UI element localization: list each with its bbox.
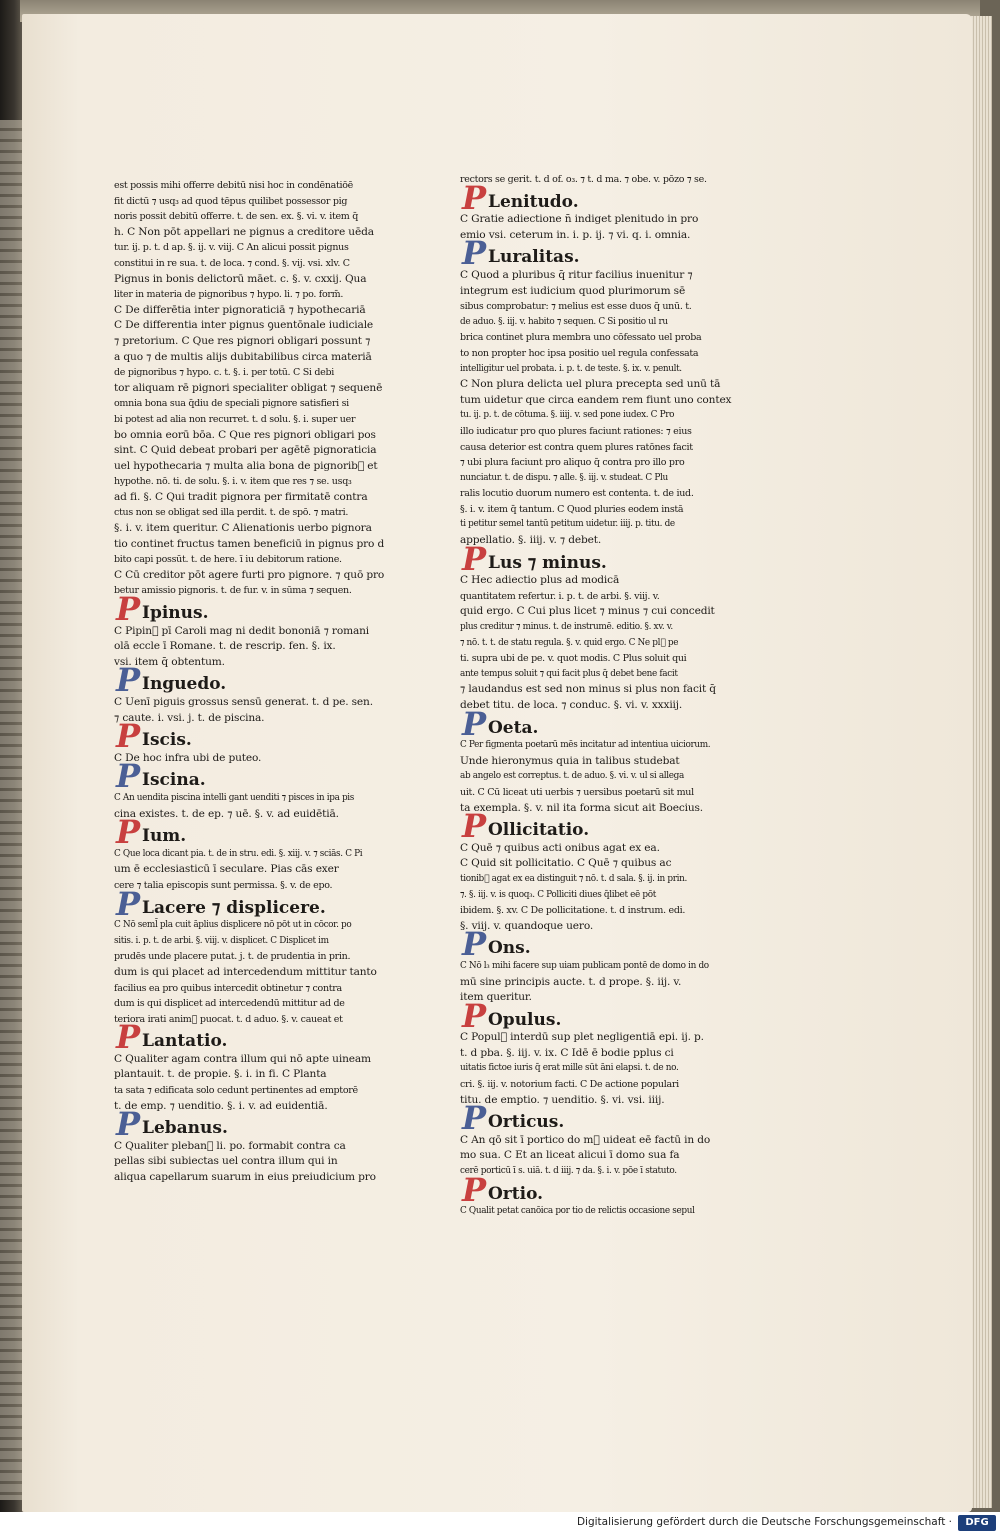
decorated-initial: P — [115, 813, 141, 852]
text-line: C Quē ⁊ quibus acti onibus agat ex ea. — [460, 841, 660, 854]
lemma-word: Lebanus. — [142, 1118, 228, 1139]
text-line: titu. de emptio. ⁊ uenditio. §. vi. vsi. iiij. — [460, 1093, 665, 1106]
text-line: ralis locutio duorum numero est contenta. t. de iud. — [460, 488, 694, 500]
text-line: C Hec adiectio plus ad modicā — [460, 574, 620, 587]
text-line: debet titu. de loca. ⁊ conduc. §. vi. v. xxxiij. — [460, 699, 683, 711]
text-line: cere ⁊ talia episcopis sunt permissa. §. v. de epo. — [114, 879, 333, 891]
text-line: ab angelo est correptus. t. de aduo. §. vi. v. ul si allega — [460, 771, 684, 782]
text-line: mū sine principis aucte. t. d prope. §. iij. v. — [460, 975, 682, 988]
text-line: C An uendita piscina intelli gant uenditi ⁊ pisces in ipa pis — [114, 792, 355, 803]
decorated-initial: P — [115, 884, 141, 923]
text-line: a quo ⁊ de multis alijs dubitabilibus circa materiā — [114, 350, 372, 363]
text-line: tio continet fructus tamen beneficiū in pignus pro d — [114, 537, 385, 550]
lemma-word: Luralitas. — [488, 247, 580, 268]
text-line: ctus non se obligat sed illa perdit. t. de spō. ⁊ matri. — [114, 507, 349, 519]
text-line: quantitatem refertur. i. p. t. de arbi. §. viij. v. — [460, 590, 660, 602]
text-line: C Nō l₃ mihi facere sup uiam publicam pontē de domo in do — [460, 960, 709, 971]
text-line: sitis. i. p. t. de arbi. §. viij. v. displicet. C Displicet im — [114, 935, 329, 946]
decorated-initial: P — [461, 704, 487, 743]
text-line: ⁊ ubi plura faciunt pro aliquo q̄ contra pro illo pro — [460, 457, 685, 469]
lemma-word: Ium. — [142, 826, 187, 847]
text-line: intelligitur uel probata. i. p. t. de teste. §. ix. v. penult. — [460, 363, 682, 374]
text-line: fit dictū ⁊ usq₃ ad quod tēpus quilibet possessor pig — [114, 195, 348, 207]
decorated-initial: P — [115, 590, 141, 629]
text-line: C De differentia inter pignus ꝯuentōnale iudiciale — [114, 319, 374, 332]
text-line: ⁊ pretorium. C Que res pignori obligari possunt ⁊ — [114, 334, 371, 347]
text-line: vsi. item q̄ obtentum. — [114, 655, 225, 668]
text-line: quid ergo. C Cui plus licet ⁊ minus ⁊ cui concedit — [460, 605, 715, 618]
text-line: Unde hieronymus quia in talibus studebat — [460, 754, 680, 767]
right-column-continuation — [460, 172, 746, 188]
text-line: C Nō seml̄ pla cuit āplius displicere nō pōt ut in cōcor. po — [114, 920, 352, 931]
lemma-word: Lenitudo. — [488, 191, 579, 212]
text-line: brica continet plura membra uno cōfessato uel proba — [460, 332, 702, 344]
text-line: de pignoribus ⁊ hypo. c. t. §. i. per totū. C Si debi — [114, 367, 334, 379]
text-line: sint. C Quid debeat probari per agētē pignoraticia — [114, 444, 377, 457]
text-line: ⁊ laudandus est sed non minus si plus non facit q̄ — [460, 683, 716, 696]
text-line: cri. §. iij. v. notorium facti. C De actione populari — [460, 1079, 679, 1091]
decorated-initial: P — [461, 1099, 487, 1138]
text-line: tur. ij. p. t. d ap. §. ij. v. viij. C An alicui possit pignus — [114, 242, 349, 254]
text-line: uel hypothecaria ⁊ multa alia bona de pignorib᷒ et — [114, 459, 378, 472]
text-line: uit. C Cū liceat uti uerbis ⁊ uersibus poetarū sit mul — [460, 786, 694, 798]
text-line: ti petitur semel tantū petitum uidetur. iiij. p. titu. de — [460, 519, 675, 530]
lemma-word: Ons. — [488, 938, 531, 959]
text-line: C Qualiter pleban᷒ li. po. formabit contra ca — [114, 1139, 346, 1152]
lemma-word: Iscis. — [142, 730, 192, 751]
decorated-initial: P — [115, 661, 141, 700]
text-line: emio vsi. ceterum in. i. p. ij. ⁊ vi. q. i. omnia. — [460, 228, 691, 241]
left-column-continuation — [114, 178, 396, 599]
decorated-initial: P — [115, 1105, 141, 1144]
text-line: C De differētia inter pignoraticiā ⁊ hypothecariā — [114, 303, 366, 316]
text-line: t. de emp. ⁊ uenditio. §. i. v. ad euidentiā. — [114, 1099, 328, 1112]
lemma-word: Lus ⁊ minus. — [488, 552, 607, 573]
text-line: C De hoc infra ubi de puteo. — [114, 751, 262, 764]
text-line: ad fi. §. C Qui tradit pignora per firmitatē contra — [114, 490, 368, 503]
lemma-word: Iscina. — [142, 770, 206, 791]
text-line: C Que loca dicant pia. t. de in stru. edi. §. xiij. v. ⁊ sciās. C Pi — [114, 848, 363, 859]
text-line: plantauit. t. de propie. §. i. in fi. C Planta — [114, 1068, 327, 1081]
text-line: C Uenī piguis grossus sensū generat. t. d pe. sen. — [114, 696, 373, 708]
text-line: cina existes. t. de ep. ⁊ uē. §. v. ad euidētiā. — [114, 807, 339, 820]
text-line: bi potest ad alia non recurret. t. d solu. §. i. super uer — [114, 413, 356, 425]
decorated-initial: P — [461, 234, 487, 273]
text-line: ⁊ caute. i. vsi. j. t. de piscina. — [114, 711, 265, 724]
text-line: aliqua capellarum suarum in eius preiudicium pro — [114, 1171, 376, 1184]
text-line: h. C Non pōt appellari ne pignus a creditore uēda — [114, 225, 374, 238]
text-line: §. i. v. item q̄ tantum. C Quod pluries eodem instā — [460, 503, 684, 515]
decorated-initial: P — [461, 539, 487, 578]
text-line: bo omnia eorū bōa. C Que res pignori obligari pos — [114, 428, 376, 441]
text-line: plus creditur ⁊ minus. t. de instrumē. editio. §. xv. v. — [460, 622, 673, 633]
text-line: Pignus in bonis delictorū māet. c. §. v. cxxij. Qua — [114, 272, 367, 285]
text-line: bito capi possūt. t. de here. ī iu debitorum ratione. — [114, 554, 342, 566]
text-line: betur amissio pignoris. t. de fur. v. in sūma ⁊ sequen. — [114, 585, 352, 597]
text-line: ta exempla. §. v. nil ita forma sicut ait Boecius. — [460, 801, 704, 814]
text-line: C Qualit petat canōica por tio de relictis occasione sepul — [460, 1206, 695, 1217]
text-line: prudēs unde placere putat. j. t. de prudentia in prin. — [114, 951, 351, 963]
text-line: cerē porticū ī s. uiā. t. d iiij. ⁊ da. §. i. v. pōe ī statuto. — [460, 1166, 677, 1177]
text-line: facilius ea pro quibus intercedit obtinetur ⁊ contra — [114, 982, 342, 994]
text-line: omnia bona sua q̄diu de speciali pignore satisfieri si — [114, 398, 349, 410]
text-line: C An qō sit ī portico do m᷒ uideat eē factū in do — [460, 1133, 711, 1146]
text-line: item queritur. — [460, 991, 532, 1004]
text-line: ti. supra ubi de pe. v. quot modis. C Plus soluit qui — [460, 653, 687, 665]
text-line: ⁊ nō. t. t. de statu regula. §. v. quid ergo. C Ne pl᷒ pe — [460, 637, 679, 648]
lemma-word: Ortio. — [488, 1183, 544, 1204]
text-line: nunciatur. t. de dispu. ⁊ alle. §. iij. v. studeat. C Plu — [460, 472, 668, 483]
text-line: ibidem. §. xv. C De pollicitatione. t. d instrum. edi. — [460, 905, 686, 917]
text-line: C Per figmenta poetarū mēs incitatur ad intentiua uiciorum. — [460, 740, 711, 751]
text-line: teriora irati anim᷒ puocat. t. d aduo. §. v. caueat et — [114, 1013, 343, 1025]
lemma-word: Lantatio. — [142, 1031, 228, 1052]
text-line: dum is qui displicet ad intercedendū mittitur ad de — [114, 998, 345, 1010]
decorated-initial: P — [115, 717, 141, 756]
text-line: de aduo. §. iij. v. habito ⁊ sequen. C Si positio ul ru — [460, 316, 668, 327]
text-line: tu. ij. p. t. de cōtuma. §. iiij. v. sed pone iudex. C Pro — [460, 410, 675, 421]
text-line: C Cū creditor pōt agere furti pro pignore. ⁊ quō pro — [114, 568, 385, 581]
text-line: uitatis fictoe iuris q̄ erat mille sūt āni elapsi. t. de no. — [460, 1063, 679, 1074]
text-line: §. i. v. item queritur. C Alienationis uerbo pignora — [114, 522, 372, 535]
text-line: §. viij. v. quandoque uero. — [460, 919, 594, 932]
decorated-initial: P — [115, 1018, 141, 1057]
text-line: constitui in re sua. t. de loca. ⁊ cond. §. vij. vsi. xlv. C — [114, 257, 350, 269]
decorated-initial: P — [461, 996, 487, 1035]
lemma-word: Lacere ⁊ displicere. — [142, 897, 326, 918]
text-line: mo sua. C Et an liceat alicui ī domo sua fa — [460, 1149, 680, 1162]
decorated-initial: P — [461, 807, 487, 846]
text-line: C Gratie adiectione n̄ indiget plenitudo in pro — [460, 213, 699, 226]
lemma-word: Inguedo. — [142, 674, 227, 695]
digitization-credit: Digitalisierung gefördert durch die Deutsche Forschungsgemeinschaft · — [576, 1516, 952, 1528]
text-line: C Pipin᷒ pī Caroli mag ni dedit bononiā ⁊ romani — [114, 624, 370, 637]
text-line: illo iudicatur pro quo plures faciunt rationes: ⁊ eius — [460, 425, 692, 437]
text-line: dum is qui placet ad intercedendum mittitur tanto — [114, 965, 377, 978]
text-line: t. d pba. §. iij. v. ix. C Idē ē bodie pplus ci — [460, 1046, 674, 1059]
text-line: C Popul᷒ interdū sup plet negligentiā epi. ij. p. — [460, 1031, 704, 1044]
text-line: ta sata ⁊ edificata solo cedunt pertinentes ad emptorē — [114, 1085, 358, 1097]
lemma-word: Ollicitatio. — [488, 820, 590, 841]
left-text-column — [114, 178, 396, 1186]
dfg-logo: DFG — [958, 1515, 996, 1531]
lemma-word: Opulus. — [488, 1009, 562, 1030]
decorated-initial: P — [461, 925, 487, 964]
text-line: ⁊. §. iij. v. is quoq₃. C Polliciti diues q̄libet eē pōt — [460, 889, 656, 900]
text-line: sibus comprobatur: ⁊ melius est esse duos q̄ unū. t. — [460, 301, 692, 313]
decorated-initial: P — [461, 1170, 487, 1209]
text-line: tum uidetur que circa eandem rem fiunt uno contex — [460, 393, 732, 406]
text-line: rectors se gerit. t. d of. o₃. ⁊ t. d ma. ⁊ obe. v. pōzo ⁊ se. — [460, 174, 707, 185]
text-line: C Quod a pluribus q̄ ritur facilius inuenitur ⁊ — [460, 268, 693, 281]
text-line: liter in materia de pignoribus ⁊ hypo. li. ⁊ po. form̄. — [114, 289, 344, 301]
decorated-initial: P — [115, 757, 141, 796]
text-line: noris possit debitū offerre. t. de sen. ex. §. vi. v. item q̄ — [114, 211, 358, 223]
text-line: um ē ecclesiasticū ī seculare. Pias cās exer — [114, 863, 339, 876]
text-line: est possis mihi offerre debitū nisi hoc in condēnatiōē — [114, 180, 354, 191]
text-line: tor aliquam rē pignori specialiter obligat ⁊ sequenē — [114, 381, 383, 394]
decorated-initial: P — [461, 178, 487, 217]
text-line: C Qualiter agam contra illum qui nō apte uineam — [114, 1052, 371, 1065]
text-line: appellatio. §. iiij. v. ⁊ debet. — [460, 534, 602, 547]
lemma-word: Orticus. — [488, 1112, 565, 1133]
text-line: to non propter hoc ipsa positio uel regula confessata — [460, 347, 699, 359]
lemma-word: Ipinus. — [142, 603, 209, 624]
facing-page-edge — [0, 120, 22, 1500]
text-line: C Quid sit pollicitatio. C Quē ⁊ quibus ac — [460, 857, 672, 870]
text-line: hypothe. nō. ti. de solu. §. i. v. item que res ⁊ se. usq₃ — [114, 476, 352, 488]
text-line: olā eccle ī Romane. t. de rescrip. fen. §. ix. — [114, 640, 336, 653]
text-line: pellas sibi subiectas uel contra illum qui in — [114, 1155, 338, 1168]
text-line: C Non plura delicta uel plura precepta sed unū tā — [460, 378, 721, 391]
lemma-word: Oeta. — [488, 717, 539, 738]
text-line: integrum est iudicium quod plurimorum sē — [460, 284, 686, 297]
right-text-column — [460, 172, 746, 1220]
text-line: tionib᷒ agat ex ea distinguit ⁊ nō. t. d sala. §. ij. in prin. — [460, 873, 687, 884]
text-line: ante tempus soluit ⁊ qui facit plus q̄ debet bene facit — [460, 668, 678, 679]
text-line: causa deterior est contra quem plures ratōnes facit — [460, 441, 693, 453]
